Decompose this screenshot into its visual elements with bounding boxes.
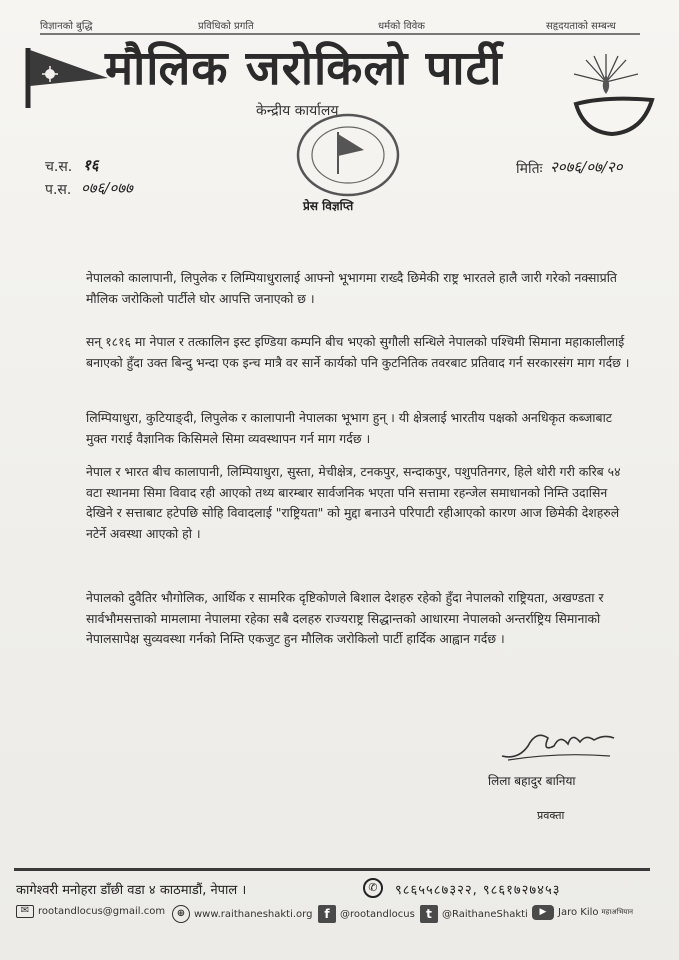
office-label: केन्द्रीय कार्यालय — [256, 103, 339, 119]
motto-1: विज्ञानको बुद्धि — [40, 21, 93, 32]
paragraph-3: लिम्पियाधुरा, कुटियाङ्दी, लिपुलेक र कालापानी नेपालका भूभाग हुन् । यी क्षेत्रलाई भारतीय पक्षको अनधिकृत कब्जाबाट मुक्त गराई वैज्ञानिक किसिमले सिमा व्यवस्थापन गर्न माग गर्दछ । — [86, 410, 613, 446]
email-text: rootandlocus@gmail.com — [38, 906, 166, 917]
date-label: मितिः — [516, 161, 543, 177]
paragraph-2: सन् १८१६ मा नेपाल र तत्कालिन इस्ट इण्डिया कम्पनि बीच भएको सुगौली सन्धिले नेपालको पश्चिमी सिमाना महाकालीलाई बनाएको हुँदा उक्त बिन्दु भन्दा एक इन्च मात्रै वर सार्ने कार्यको पनि कुटनितिक तवरबाट प्रतिवाद गर्न सरकारसंग माग गर्दछ । — [86, 334, 630, 370]
facebook-link[interactable] — [318, 905, 415, 923]
paragraph-1: नेपालको कालापानी, लिपुलेक र लिम्पियाधुरालाई आफ्नो भूभागमा राख्दै छिमेकी राष्ट्र भारतले हालै जारी गरेको नक्साप्रति मौलिक जरोकिलो पार्टीले घोर आपत्ति जनाएको छ । — [86, 270, 617, 306]
pa-label: प.स. — [45, 182, 72, 198]
signatory-name: लिला बहादुर बानिया — [488, 774, 576, 788]
twitter-link[interactable] — [420, 905, 528, 923]
twitter-text: @RaithaneShakti — [442, 908, 528, 920]
email-icon: ✉ — [16, 905, 34, 918]
youtube-link[interactable] — [532, 905, 633, 920]
date-value: २०७६/०७/२० — [550, 158, 623, 176]
globe-icon: ⊕ — [172, 905, 190, 923]
phone-icon: ✆ — [363, 878, 383, 898]
website-text: www.raithaneshakti.org — [194, 908, 313, 920]
lamp-logo-icon — [556, 50, 656, 140]
motto-4: सहृदयताको सम्बन्ध — [546, 21, 616, 32]
document-title: प्रेस विज्ञप्ति — [303, 199, 354, 213]
footer-phones: ९८६५५८७३२२, ९८६१७२७४५३ — [395, 883, 561, 898]
ch-label: च.स. — [45, 159, 73, 175]
youtube-icon: ▶ — [532, 905, 554, 920]
email-contact[interactable] — [16, 905, 165, 918]
pa-value: ०७६/०७७ — [81, 179, 133, 197]
youtube-tag: महाअभियान — [601, 908, 634, 916]
youtube-text: Jaro Kilo — [558, 907, 599, 918]
paragraph-5: नेपालको दुवैतिर भौगोलिक, आर्थिक र सामरिक दृष्टिकोणले बिशाल देशहरु रहेको हुँदा नेपालको राष्ट्रियता, अखण्डता र सार्वभौमसत्ताको मामलामा नेपालमा रहेका सबै दलहरु राज्यराष्ट्र सिद्धान्तको आधारमा नेपालको अन्तर्राष्ट्रिय सिमानाको नेपालसापेक्ष सुव्यवस्था गर्नको निम्ति एकजुट हुन मौलिक जरोकिलो पार्टी हार्दिक आह्वान गर्दछ । — [86, 590, 604, 646]
motto-3: धर्मको विवेक — [378, 21, 425, 32]
footer-divider — [14, 868, 650, 871]
signatory-role: प्रवक्ता — [537, 809, 565, 822]
ch-value: १६ — [83, 156, 99, 174]
party-name: मौलिक जरोकिलो पार्टी — [105, 41, 503, 96]
flag-logo-icon — [22, 44, 110, 108]
facebook-text: @rootandlocus — [340, 908, 415, 920]
handwritten-signature-icon — [498, 716, 618, 766]
motto-2: प्रविधिको प्रगति — [198, 21, 254, 32]
facebook-icon: f — [318, 905, 336, 923]
footer-address: कागेश्वरी मनोहरा डाँछी वडा ४ काठमाडौं, नेपाल । — [16, 883, 247, 898]
party-stamp-icon — [294, 112, 402, 198]
paragraph-4: नेपाल र भारत बीच कालापानी, लिम्पियाधुरा, सुस्ता, मेचीक्षेत्र, टनकपुर, सन्दाकपुर, पशुपतिनगर, हिले थोरी गरी करिब ५४ वटा स्थानमा सिमा विवाद रही आएको तथ्य बारम्बार सार्वजनिक भएता पनि सत्तामा रहन्जेल समाधानको निम्ति उदासिन देखिने र सत्ताबाट हटेपछि सोहि विवादलाई "राष्ट्रियता" को मुद्दा बनाउने परिपाटी रहीआएको कारण आज छिमेकी देशहरुले नटेर्ने अवस्था आएको हो । — [86, 464, 621, 541]
twitter-icon: t — [420, 905, 438, 923]
website-link[interactable] — [172, 905, 312, 923]
